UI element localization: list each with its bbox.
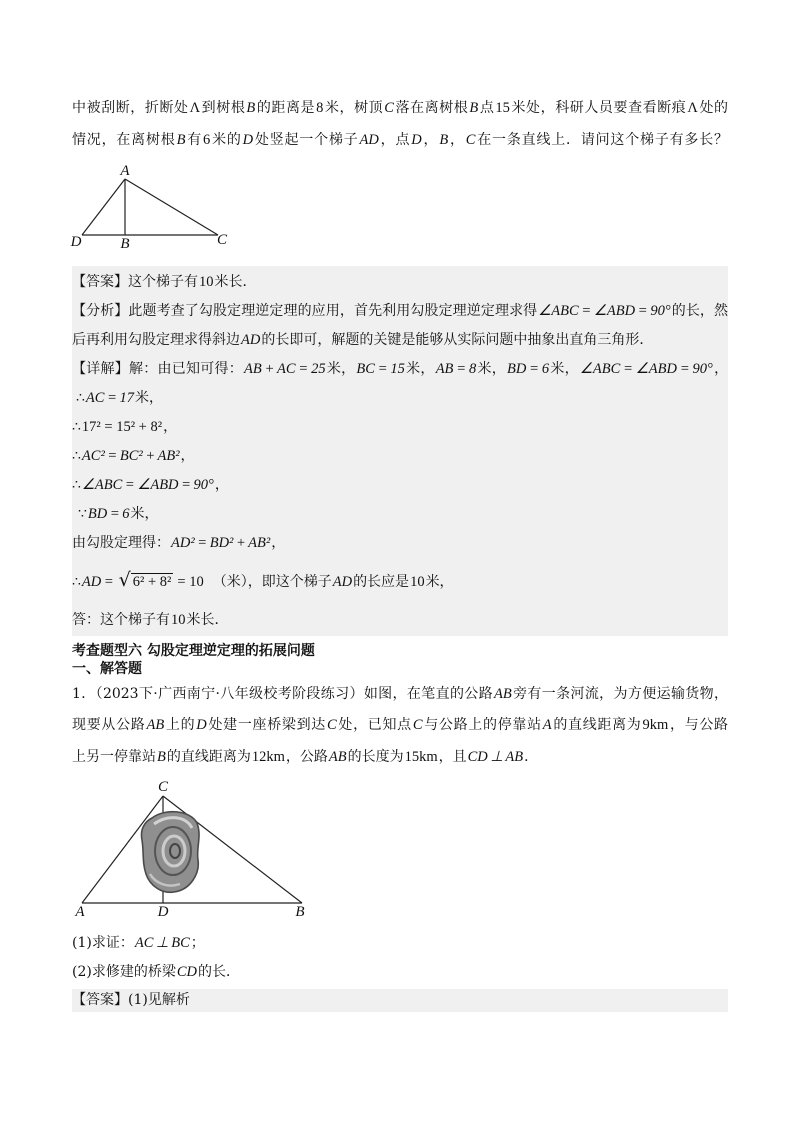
math-expression: B (176, 132, 186, 148)
math-expression: AC ⊥ BC (134, 935, 190, 951)
text-run: 上另一停靠站 (72, 749, 156, 765)
text-run: ， (271, 535, 286, 551)
text-run: 【答案】这个梯子有 (72, 274, 198, 290)
step-line-2 (72, 416, 728, 438)
text-run: 的直线距离为 (166, 749, 251, 765)
math-expression: AB = 8 (435, 361, 477, 377)
text-run: 米， (326, 361, 356, 377)
math-expression: B (439, 132, 449, 148)
number-value: 15 (495, 100, 510, 116)
text-run: ∴ (72, 419, 81, 435)
text-run: 处，已知点 (337, 717, 412, 733)
math-expression: ∠ABC = ∠ABD = 90° (579, 361, 713, 377)
math-expression: CD (176, 964, 197, 980)
text-run: ，公路 (285, 749, 328, 765)
text-run: ； (190, 935, 205, 951)
text-run: 处的 (698, 100, 729, 116)
point-label-d: D (70, 234, 82, 250)
text-run: 点 (479, 100, 495, 116)
text-run: ∴ (76, 390, 85, 406)
step-line-3 (72, 445, 728, 467)
text-run: 与公路上的停靠站 (423, 717, 542, 733)
math-expression: CD ⊥ AB (467, 749, 524, 765)
math-expression: BD = 6 (506, 361, 550, 377)
math-expression: 17² = 15² + 8² (81, 419, 163, 435)
text-run: 的直线距离为 (552, 717, 642, 733)
math-expression: C (384, 100, 394, 116)
number-value: 15km (404, 749, 438, 765)
math-expression: AD (332, 574, 353, 590)
math-expression: AB + AC = 25 (244, 361, 326, 377)
text-run: 有 (186, 132, 203, 148)
math-expression: AD (359, 132, 379, 148)
text-run: 米，树顶 (324, 100, 384, 116)
step-line-4 (72, 474, 728, 496)
problem2-line-1 (72, 683, 728, 705)
text-run: 在一条直线上．请问这个梯子有多长？ (476, 132, 729, 148)
text-run: 后再利用勾股定理求得斜边 (72, 332, 240, 348)
text-run: 的长，然 (671, 303, 729, 319)
problem2-line-3 (72, 746, 728, 768)
text-run: 【详解】解：由已知可得： (72, 361, 244, 377)
text-run: ， (180, 448, 195, 464)
text-run: 的长应是 (353, 574, 410, 590)
text-run: (1)求证： (72, 935, 134, 951)
point-label-a: A (75, 904, 85, 920)
math-expression: B (157, 749, 166, 765)
math-expression: AB (146, 717, 165, 733)
math-expression: B (246, 100, 256, 116)
river-image (141, 812, 199, 893)
problem-text-line-2 (72, 129, 728, 151)
text-run: （米），即这个梯子 (212, 574, 332, 590)
detail-line-1 (72, 358, 728, 380)
math-expression: BC = 15 (356, 361, 405, 377)
text-run: ∴ (72, 477, 81, 493)
point-label-b: B (120, 236, 130, 252)
text-run: 米长． (186, 612, 229, 628)
text-run: ． (524, 749, 539, 765)
text-run: 的长即可，解题的关键是能够从实际问题中抽象出直角三角形． (261, 332, 654, 348)
step-line-7 (72, 565, 728, 595)
text-run: ， (713, 361, 729, 377)
math-expression: AB (494, 686, 512, 702)
bridge-triangle-figure (70, 778, 310, 920)
text-run: 中被刮断，折断处 (72, 100, 189, 116)
text-run: 米处，科研人员要查看断痕 (510, 100, 687, 116)
text-run: ，点 (379, 132, 411, 148)
math-expression: D (411, 132, 422, 148)
answer-line-2: 【答案】(1)见解析 (72, 992, 190, 1008)
segment-ad (82, 179, 125, 235)
text-run: ∴ (72, 448, 81, 464)
text-run: 处建一座桥梁到达 (207, 717, 327, 733)
analysis-line-1 (72, 300, 728, 322)
math-expression: A (542, 717, 552, 733)
math-expression: AD² = BD² + AB² (171, 535, 271, 551)
text-run: 上的 (165, 717, 196, 733)
math-expression: C (465, 132, 476, 148)
step-line-5 (72, 503, 734, 525)
segment-ac (125, 179, 218, 235)
math-expression: ∠ABC = ∠ABD = 90° (538, 303, 671, 319)
text-run: 的长度为 (347, 749, 404, 765)
number-value: 10 (410, 574, 425, 590)
text-run: 米， (477, 361, 506, 377)
question-1 (72, 932, 728, 954)
math-expression: ∠ABC = ∠ABD = 90° (81, 477, 214, 493)
text-run: ， (214, 477, 229, 493)
text-run: 米， (405, 361, 435, 377)
math-expression: BD = 6 (87, 506, 130, 522)
text-run: 由勾股定理得： (72, 535, 170, 551)
math-expression: Λ (687, 100, 698, 116)
text-run: ∵ (78, 506, 87, 522)
text-run: 到树根 (201, 100, 246, 116)
text-run: ， (449, 132, 465, 148)
text-run: 米， (130, 506, 159, 522)
answer-line (72, 271, 728, 293)
point-label-c: C (157, 779, 169, 795)
square-root-sign: √ (118, 569, 131, 591)
question-2 (72, 961, 728, 983)
analysis-line-2 (72, 329, 728, 351)
math-expression: D (242, 132, 254, 148)
text-run: 的长． (198, 964, 240, 980)
text-run: 答：这个梯子有 (72, 612, 170, 628)
number-value: 12km (251, 749, 285, 765)
point-label-d: D (157, 904, 169, 920)
text-run: ，与公路 (669, 717, 729, 733)
point-label-c: C (216, 232, 228, 248)
text-run: 现要从公路 (72, 717, 146, 733)
text-run: 米， (550, 361, 579, 377)
step-line-6 (72, 532, 728, 554)
math-expression: B (469, 100, 479, 116)
math-expression: C (327, 717, 337, 733)
text-run: 米长． (214, 274, 257, 290)
problem-text-line-1 (72, 97, 728, 119)
math-expression: AC = 17 (85, 390, 134, 406)
text-run: 米， (425, 574, 454, 590)
text-run: 的距离是 (256, 100, 316, 116)
section-subtitle: 一、解答题 (72, 661, 142, 677)
math-expression: AB (328, 749, 347, 765)
math-expression: D (196, 717, 207, 733)
text-run: 米， (135, 390, 163, 406)
number-value: 10 (171, 612, 186, 628)
text-run: ∴ (72, 574, 81, 590)
text-run: 米的 (211, 132, 242, 148)
text-run: (2)求修建的桥梁 (72, 964, 176, 980)
point-label-a: A (120, 163, 130, 179)
conclusion-line (72, 609, 728, 631)
number-value: 10 (199, 274, 214, 290)
math-expression: AD (241, 332, 261, 348)
math-expression: C (412, 717, 423, 733)
text-run: ，且 (438, 749, 467, 765)
math-expression: Λ (189, 100, 201, 116)
radicand-expression: 6² + 8² (132, 574, 172, 590)
text-run: 1．（2023下·广西南宁·八年级校考阶段练习）如图，在笔直的公路 (72, 686, 493, 702)
ladder-triangle-figure (60, 160, 240, 255)
text-run: ， (422, 132, 439, 148)
text-run: 情况，在离树根 (72, 132, 176, 148)
text-run: 【分析】此题考查了勾股定理逆定理的应用，首先利用勾股定理逆定理求得 (72, 303, 538, 319)
text-run: 处竖起一个梯子 (254, 132, 359, 148)
point-label-b: B (295, 904, 305, 920)
text-run: 旁有一条河流，为方便运输货物， (512, 686, 728, 702)
section-title: 考查题型六 勾股定理逆定理的拓展问题 (72, 643, 315, 659)
text-run: ， (163, 419, 178, 435)
step-line-1 (72, 387, 732, 409)
problem2-line-2 (72, 714, 728, 736)
number-value: 9km (642, 717, 669, 733)
text-run: 落在离树根 (394, 100, 469, 116)
math-expression: AC² = BC² + AB² (81, 448, 180, 464)
number-value: 8 (316, 100, 324, 116)
math-expression: AD = (81, 574, 114, 590)
math-expression: = 10 (177, 574, 204, 590)
number-value: 6 (203, 132, 211, 148)
